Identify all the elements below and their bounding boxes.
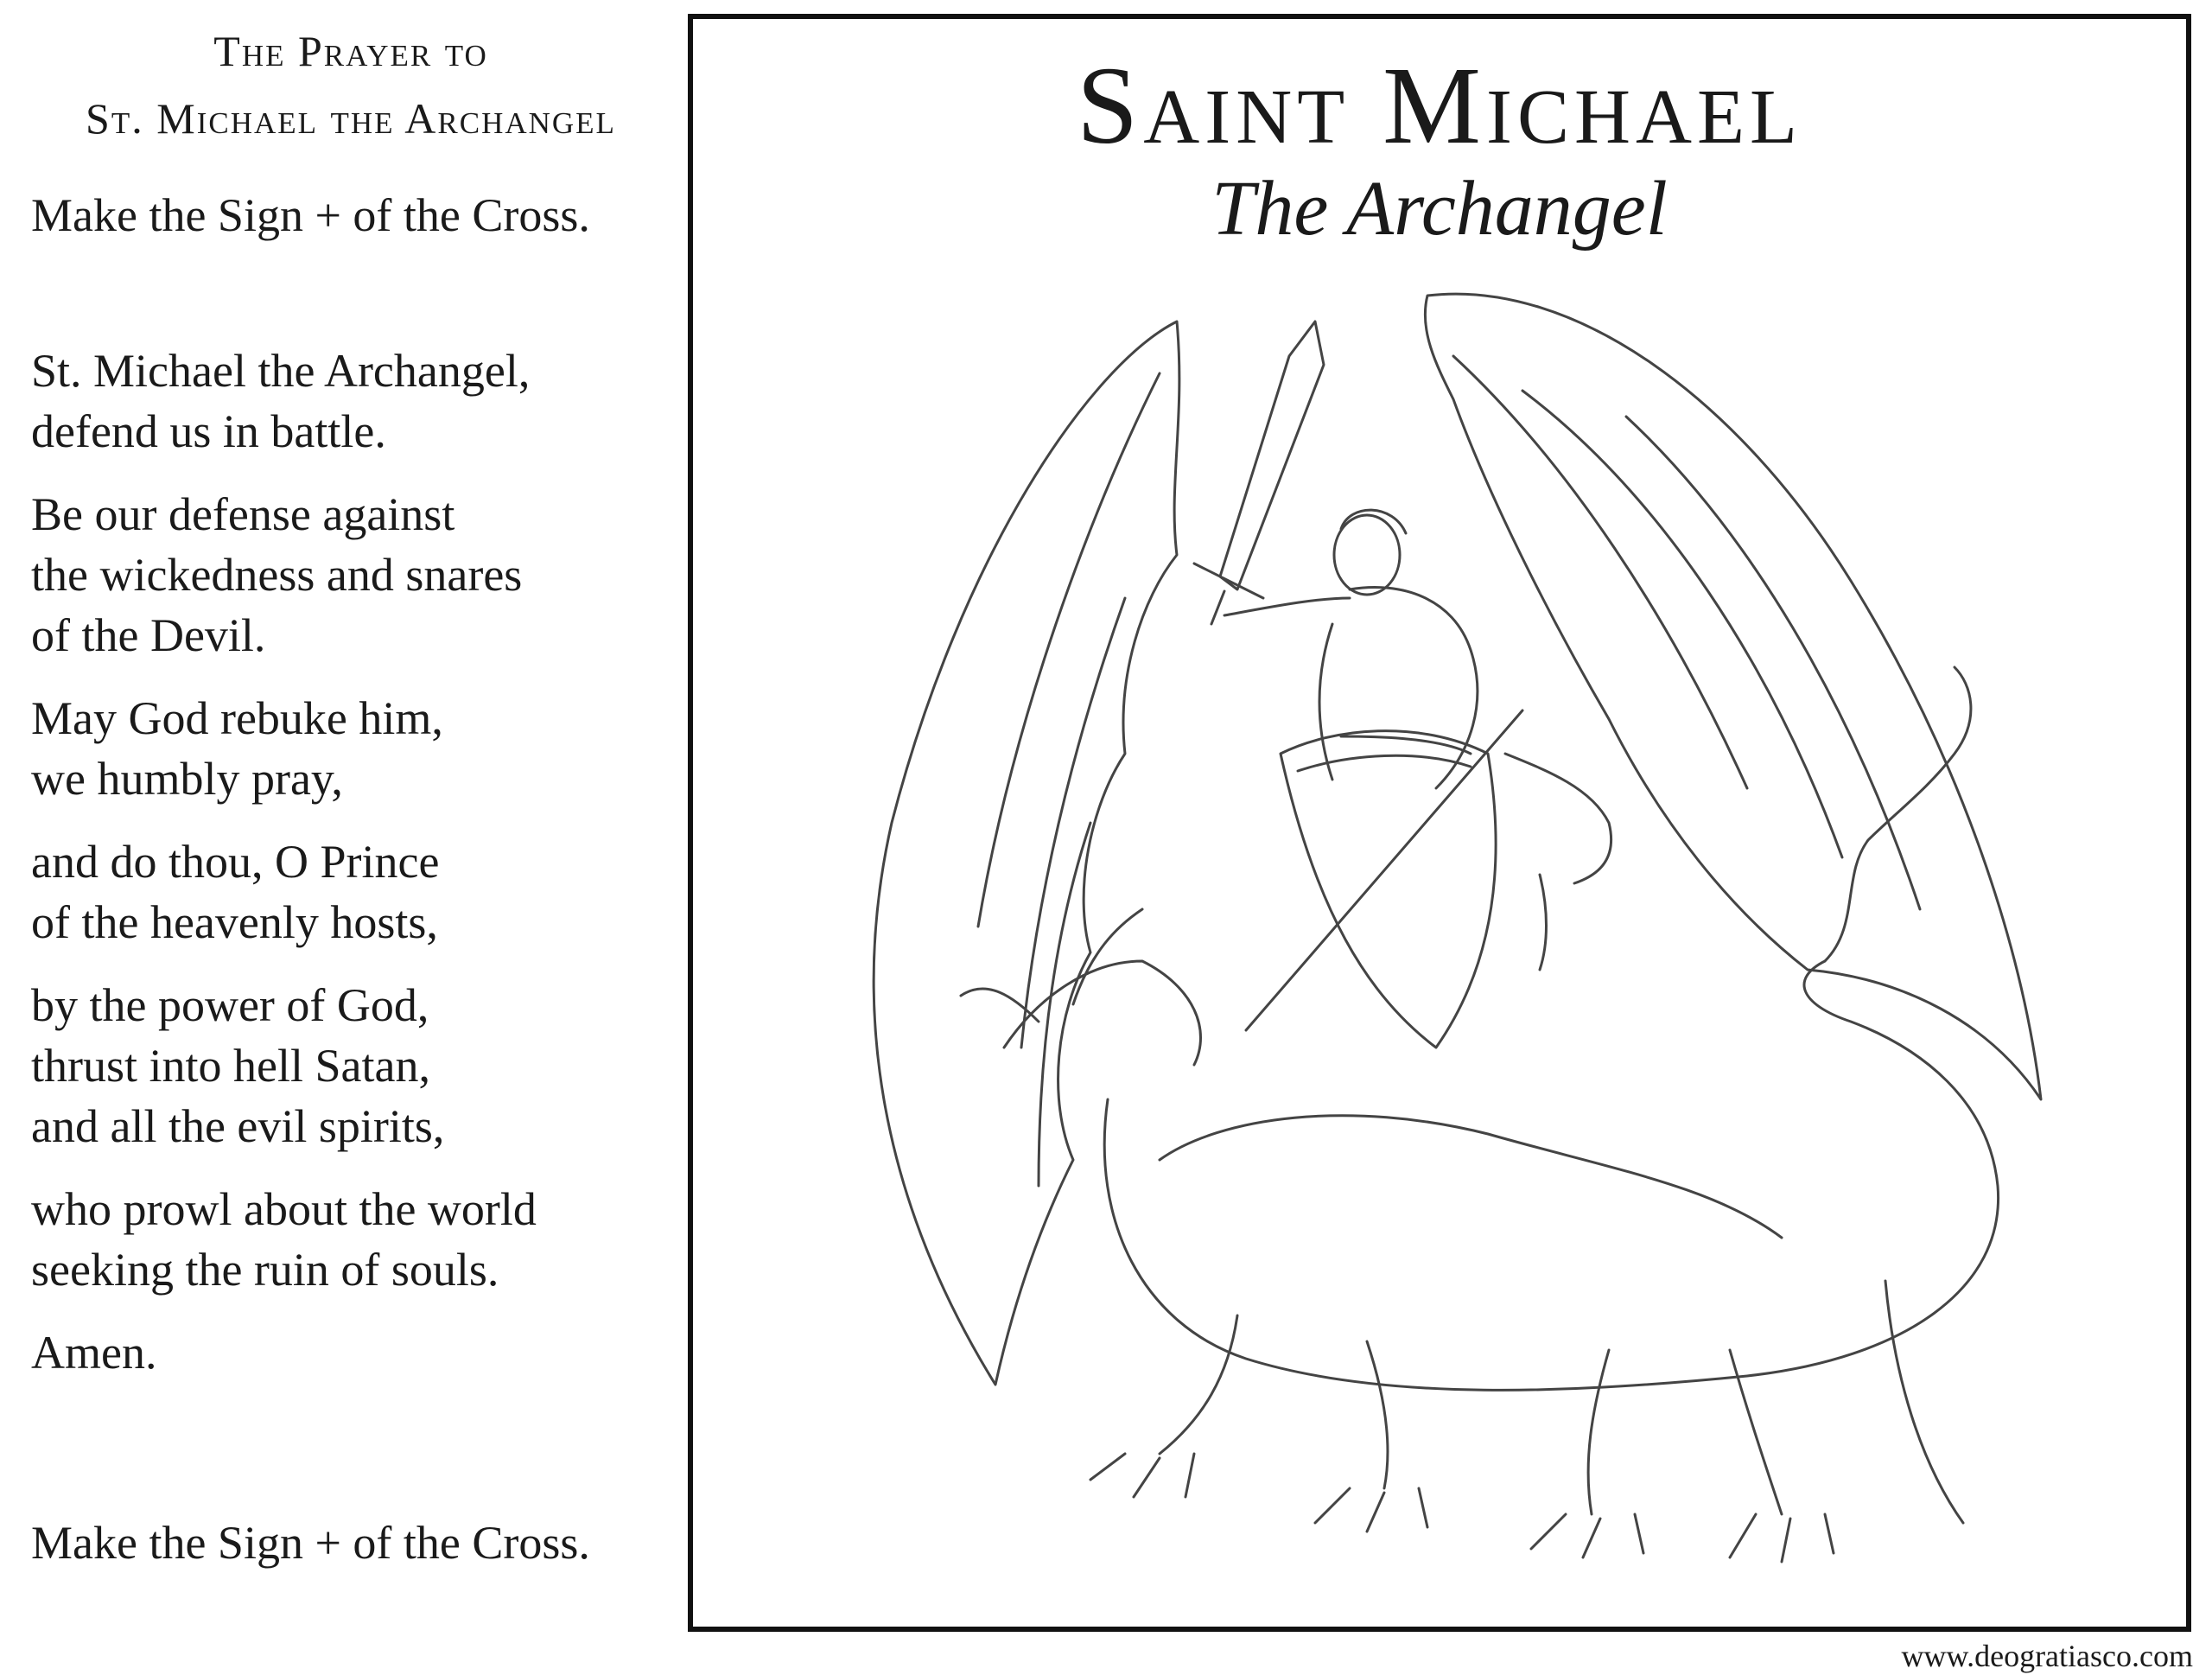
prayer-line: Amen. bbox=[31, 1327, 157, 1379]
prayer-line: St. Michael the Archangel, bbox=[31, 345, 531, 397]
dragon bbox=[961, 667, 1999, 1562]
left-wing bbox=[874, 322, 1179, 1385]
sword bbox=[1194, 322, 1324, 624]
prayer-line: Make the Sign + of the Cross. bbox=[31, 1517, 590, 1569]
stanza-sign-of-cross-closing bbox=[31, 1513, 671, 1573]
saint-michael-dragon-illustration bbox=[831, 270, 2110, 1618]
prayer-line: of the heavenly hosts, bbox=[31, 896, 438, 948]
prayer-line: seeking the ruin of souls. bbox=[31, 1244, 499, 1296]
stanza-3 bbox=[31, 688, 671, 809]
stanza-4 bbox=[31, 831, 671, 952]
stanza-6 bbox=[31, 1179, 671, 1300]
picture-title: Saint Michael bbox=[1077, 44, 1802, 167]
prayer-title-line-1: The Prayer to bbox=[213, 27, 488, 75]
right-wing bbox=[1425, 294, 2041, 1099]
stanza-sign-of-cross-opening bbox=[31, 185, 671, 245]
picture-subtitle: The Archangel bbox=[1211, 166, 1668, 252]
prayer-line: and do thou, O Prince bbox=[31, 836, 440, 888]
prayer-title bbox=[31, 17, 671, 152]
website-url: www.deogratiasco.com bbox=[1901, 1639, 2193, 1673]
prayer-column bbox=[31, 17, 671, 1595]
prayer-title-line-2: St. Michael the Archangel bbox=[86, 94, 616, 143]
prayer-line: by the power of God, bbox=[31, 979, 429, 1031]
prayer-line: defend us in battle. bbox=[31, 405, 386, 457]
prayer-line: of the Devil. bbox=[31, 609, 266, 661]
prayer-line: thrust into hell Satan, bbox=[31, 1040, 430, 1092]
prayer-line: who prowl about the world bbox=[31, 1183, 537, 1235]
spear bbox=[1246, 710, 1522, 1030]
prayer-line: we humbly pray, bbox=[31, 753, 343, 805]
prayer-line: Be our defense against bbox=[31, 488, 455, 540]
coloring-frame bbox=[688, 14, 2191, 1632]
stanza-5 bbox=[31, 975, 671, 1156]
prayer-line: the wickedness and snares bbox=[31, 549, 523, 601]
prayer-line: May God rebuke him, bbox=[31, 692, 443, 744]
prayer-line: Make the Sign + of the Cross. bbox=[31, 189, 590, 241]
prayer-line: and all the evil spirits, bbox=[31, 1100, 445, 1152]
stanza-amen bbox=[31, 1322, 671, 1383]
saint-michael-figure bbox=[1224, 510, 1611, 970]
stanza-2 bbox=[31, 484, 671, 666]
stanza-1 bbox=[31, 341, 671, 462]
